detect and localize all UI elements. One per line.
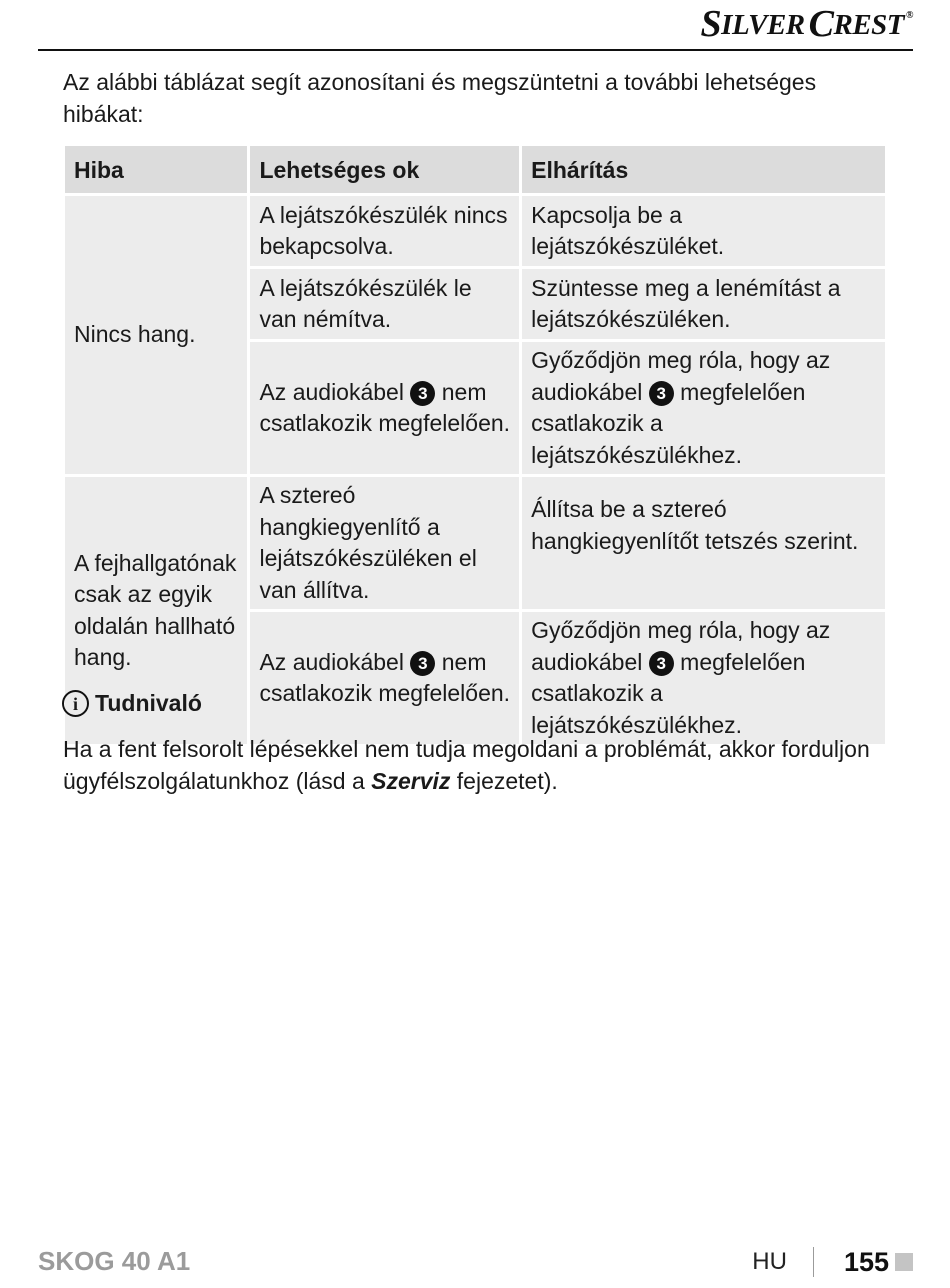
part-3-number-badge: 3	[410, 381, 435, 406]
footer-pagination	[752, 1244, 913, 1280]
remedy-cell: Állítsa be a sztereó hangkiegyenlítőt tetszés szerint.	[522, 477, 885, 609]
info-icon: i	[62, 690, 89, 717]
remedy-text-pre: Győződjön meg róla, hogy az audiokábel	[531, 347, 831, 405]
note-service-reference: Szerviz	[371, 768, 451, 794]
header-fault: Hiba	[65, 146, 247, 193]
table-row	[65, 196, 885, 266]
header-remedy: Elhárítás	[522, 146, 885, 193]
troubleshooting-table	[62, 143, 888, 747]
fault-cell: A fejhallgatónak csak az egyik oldalán hallható hang.	[65, 477, 247, 744]
note-title: Tudnivaló	[95, 690, 202, 716]
cause-cell	[250, 342, 519, 474]
cause-text-pre: Az audiokábel	[259, 648, 411, 675]
footer-model: SKOG 40 A1	[38, 1246, 191, 1276]
part-3-number-badge: 3	[410, 651, 435, 676]
brand-cap-1: S	[700, 3, 722, 45]
page-number: 155	[843, 1246, 889, 1277]
table-row	[65, 477, 885, 609]
cause-text-post: nem csatlakozik megfelelően.	[259, 648, 511, 706]
fault-cell: Nincs hang.	[65, 196, 247, 474]
table-header-row	[65, 146, 885, 193]
note-text-pre: Ha a fent felsorolt lépésekkel nem tudja megoldani a problémát, akkor forduljon ügyfélszolgálatunkhoz (lásd a	[63, 736, 870, 794]
note-text-post: fejezetet).	[450, 768, 558, 794]
remedy-text-post: megfelelően csatlakozik a lejátszókészülékhez.	[531, 648, 806, 738]
header-rule	[38, 49, 913, 51]
remedy-cell	[522, 612, 885, 744]
intro-paragraph: Az alábbi táblázat segít azonosítani és megszüntetni a további lehetséges hibákat:	[63, 69, 817, 127]
remedy-cell	[522, 342, 885, 474]
cause-cell: A lejátszókészülék nincs bekapcsolva.	[250, 196, 519, 266]
cause-cell: A sztereó hangkiegyenlítő a lejátszókészüléken el van állítva.	[250, 477, 519, 609]
note-paragraph	[63, 733, 893, 797]
cause-text-pre: Az audiokábel	[259, 378, 411, 405]
brand-registered-mark: ®	[906, 10, 913, 21]
remedy-cell: Kapcsolja be a lejátszókészüléket.	[522, 196, 885, 266]
brand-logo	[700, 2, 913, 45]
remedy-text-pre: Győződjön meg róla, hogy az audiokábel	[531, 617, 831, 675]
brand-rest-2: REST	[833, 9, 905, 41]
page-marker-square	[895, 1253, 913, 1271]
brand-cap-2: C	[808, 3, 834, 45]
brand-rest-1: ILVER	[721, 9, 805, 41]
header-cause: Lehetséges ok	[250, 146, 519, 193]
footer-divider	[813, 1247, 814, 1277]
part-3-number-badge: 3	[649, 381, 674, 406]
footer-language: HU	[752, 1248, 787, 1275]
cause-cell: A lejátszókészülék le van némítva.	[250, 269, 519, 339]
cause-cell	[250, 612, 519, 744]
cause-text-post: nem csatlakozik megfelelően.	[259, 378, 511, 436]
part-3-number-badge: 3	[649, 651, 674, 676]
note-heading	[62, 690, 202, 717]
remedy-text-post: megfelelően csatlakozik a lejátszókészülékhez.	[531, 378, 806, 468]
remedy-cell: Szüntesse meg a lenémítást a lejátszókészüléken.	[522, 269, 885, 339]
